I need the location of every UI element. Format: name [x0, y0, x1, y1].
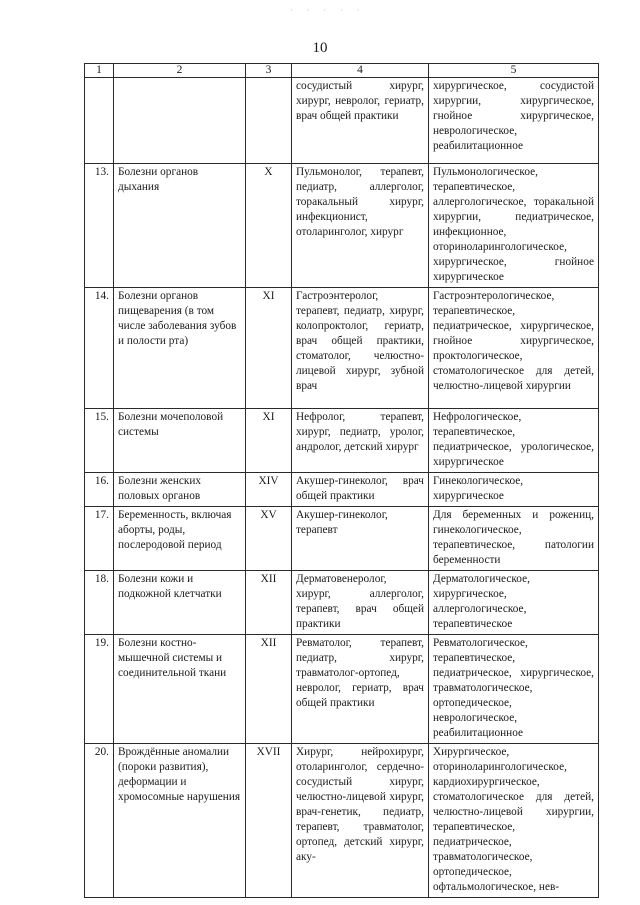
- table-row: [85, 744, 599, 898]
- bed-profiles: Ревматологическое, терапевтическое, педиатрическое, хирургическое, травматологическое, ортопедическое, неврологическое, реабилитационное: [429, 635, 599, 744]
- icd-class: X: [246, 164, 292, 288]
- specialists: Акушер-гинеколог, терапевт: [292, 507, 429, 571]
- table-row: [85, 635, 599, 744]
- row-number: 19.: [85, 635, 114, 744]
- disease-group: Болезни женских половых органов: [114, 473, 246, 507]
- disease-group: Беременность, включая аборты, роды, послеродовой период: [114, 507, 246, 571]
- row-number: 17.: [85, 507, 114, 571]
- icd-class: XIV: [246, 473, 292, 507]
- row-number: 18.: [85, 571, 114, 635]
- bed-profiles: Гинекологическое, хирургическое: [429, 473, 599, 507]
- icd-class: XI: [246, 409, 292, 473]
- specialists: Пульмонолог, терапевт, педиатр, аллерголог, торакальный хирург, инфекционист, отоларинголог, хирург: [292, 164, 429, 288]
- icd-class: XI: [246, 288, 292, 409]
- table-row: [85, 473, 599, 507]
- disease-group: [114, 78, 246, 164]
- bed-profiles: Гастроэнтерологическое, терапевтическое, педиатрическое, хирургическое, гнойное хирургическое, проктологическое, стоматологическое для детей, челюстно-лицевой хирургии: [429, 288, 599, 409]
- specialists: Хирург, нейрохирург, отоларинголог, сердечно-сосудистый хирург, челюстно-лицевой хирург, врач-генетик, педиатр, терапевт, травматолог, ортопед, детский хирург, аку-: [292, 744, 429, 898]
- icd-class: [246, 78, 292, 164]
- disease-group: Болезни кожи и подкожной клетчатки: [114, 571, 246, 635]
- table-row: [85, 288, 599, 409]
- disease-group: Болезни органов дыхания: [114, 164, 246, 288]
- bed-profiles: Дерматологическое, хирургическое, аллергологическое, терапевтическое: [429, 571, 599, 635]
- column-number: 1: [85, 64, 114, 78]
- row-number: 20.: [85, 744, 114, 898]
- page-number: 10: [312, 40, 328, 56]
- bed-profiles: Для беременных и рожениц, гинекологическое, терапевтическое, патологии беременности: [429, 507, 599, 571]
- specialists: Нефролог, терапевт, хирург, педиатр, уролог, андролог, детский хирург: [292, 409, 429, 473]
- row-number: 13.: [85, 164, 114, 288]
- column-number: 5: [429, 64, 599, 78]
- disease-group: Врождённые аномалии (пороки развития), деформации и хромосомные нарушения: [114, 744, 246, 898]
- column-number: 2: [114, 64, 246, 78]
- table-row: [85, 164, 599, 288]
- bed-profiles: Нефрологическое, терапевтическое, педиатрическое, урологическое, хирургическое: [429, 409, 599, 473]
- icd-class: XII: [246, 635, 292, 744]
- icd-class: XV: [246, 507, 292, 571]
- bed-profiles: Хирургическое, оториноларингологическое, кардиохирургическое, стоматологическое для детей, челюстно-лицевой хирургии, терапевтическое, педиатрическое, травматологическое, ортопедическое, офтальмологическое, нев-: [429, 744, 599, 898]
- icd-class: XVII: [246, 744, 292, 898]
- table-row: [85, 507, 599, 571]
- row-number: 15.: [85, 409, 114, 473]
- table-row: [85, 571, 599, 635]
- column-number: 4: [292, 64, 429, 78]
- disease-profile-table: [84, 63, 599, 898]
- scan-noise-dots: · · · · ·: [290, 6, 366, 15]
- specialists: Ревматолог, терапевт, педиатр, хирург, травматолог-ортопед, невролог, гериатр, врач общей практики: [292, 635, 429, 744]
- disease-group: Болезни органов пищеварения (в том числе заболевания зубов и полости рта): [114, 288, 246, 409]
- disease-group: Болезни костно-мышечной системы и соединительной ткани: [114, 635, 246, 744]
- column-number: 3: [246, 64, 292, 78]
- row-number: 14.: [85, 288, 114, 409]
- column-number-row: [85, 64, 599, 78]
- icd-class: XII: [246, 571, 292, 635]
- row-number: [85, 78, 114, 164]
- table-row: [85, 78, 599, 164]
- bed-profiles: Пульмонологическое, терапевтическое, аллергологическое, торакальной хирургии, педиатрическое, инфекционное, оториноларингологическое, хирургическое, гнойное хирургическое: [429, 164, 599, 288]
- specialists: сосудистый хирург, хирург, невролог, гериатр, врач общей практики: [292, 78, 429, 164]
- specialists: Гастроэнтеролог, терапевт, педиатр, хирург, колопроктолог, гериатр, врач общей практики, стоматолог, челюстно-лицевой хирург, зубной врач: [292, 288, 429, 409]
- specialists: Акушер-гинеколог, врач общей практики: [292, 473, 429, 507]
- disease-group: Болезни мочеполовой системы: [114, 409, 246, 473]
- specialists: Дерматовенеролог, хирург, аллерголог, терапевт, врач общей практики: [292, 571, 429, 635]
- bed-profiles: хирургическое, сосудистой хирургии, хирургическое, гнойное хирургическое, неврологическое, реабилитационное: [429, 78, 599, 164]
- table-row: [85, 409, 599, 473]
- row-number: 16.: [85, 473, 114, 507]
